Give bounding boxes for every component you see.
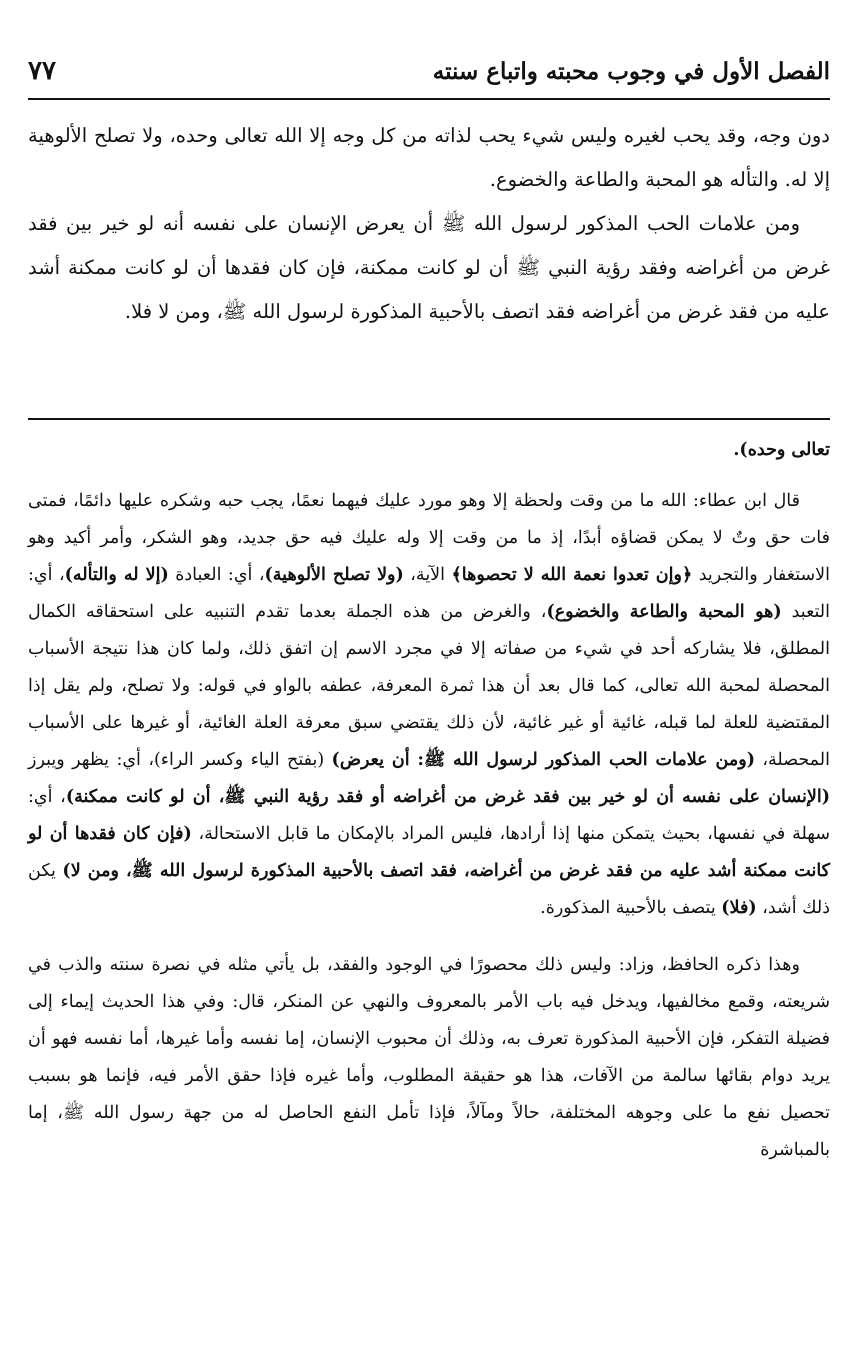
page-number: ٧٧ bbox=[28, 56, 56, 86]
main-text-paragraph-2-part-b: فإن كان فقدها أن لو كانت ممكنة أشد عليه من فقد غرض من أغراضه فقد اتصف بالأحبية المذكورة لرسول الله ﷺ، ومن لا فلا. bbox=[28, 256, 830, 323]
quoted-matn: (هو المحبة والطاعة والخضوع) bbox=[546, 602, 782, 622]
commentary-paragraph-2 bbox=[28, 483, 830, 927]
header-divider bbox=[28, 98, 830, 100]
quoted-matn: (فإن كان فقدها أن لو كانت ممكنة أشد عليه من فقد غرض من أغراضه، فقد اتصف بالأحبية المذكورة لرسول الله ﷺ، ومن لا) bbox=[28, 824, 831, 881]
quoted-matn: (ومن علامات الحب المذكور لرسول الله ﷺ: أن يعرض) bbox=[331, 750, 755, 770]
commentary-text-run: الآية، bbox=[403, 565, 452, 585]
main-text-paragraph-2 bbox=[28, 202, 830, 334]
commentary-text bbox=[28, 432, 830, 1169]
main-text-paragraph-1: دون وجه، وقد يحب لغيره وليس شيء يحب لذاته من كل وجه إلا الله تعالى وحده، ولا تصلح الألوهية إلا له. والتأله هو المحبة والطاعة والخضوع. bbox=[28, 124, 830, 191]
commentary-text-run: ، والغرض من هذه الجملة بعدما تقدم التنبيه على استحقاقه الكمال المطلق، فلا يشاركه أحد في شيء من صفاته إلا في مجرد الاسم إن اتفق ذلك، ولما كان هذا نتيجة الأسباب المحصلة لمحبة الله تعالى، كما قال بعد أن هذا ثمرة المعرفة، عطفه بالواو في قوله: ولا تصلح، ولم يقل إذا المقتضية للعلة لما قبله، غائية أو غير غائية، لأن ذلك يقتضي سبق معرفة العلة الغائية، أو غيرها على الأسباب المحصلة، bbox=[28, 602, 830, 770]
commentary-paragraph-3: وهذا ذكره الحافظ، وزاد: وليس ذلك محصورًا في الوجود والفقد، بل يأتي مثله في نصرة سنته والذب في شريعته، وقمع مخالفيها، ويدخل فيه باب الأمر بالمعروف والنهي عن المنكر، قال: وفي هذا الحديث إيماء إلى فضيلة التفكر، فإن الأحبية المذكورة تعرف به، وذلك أن محبوب الإنسان، إما نفسه وأما غيرها، أما نفسه فهو أن يريد دوام بقائها سالمة من الآفات، هذا هو حقيقة المطلوب، وأما غيره فإذا حقق الأمر فيه، فإنما هو بسبب تحصيل نفع ما على وجوهه المختلفة، حالاً ومآلاً، فإذا تأمل النفع الحاصل له من جهة رسول الله ﷺ، إما بالمباشرة bbox=[28, 955, 830, 1160]
quoted-matn: (فلا) bbox=[721, 898, 757, 918]
main-text bbox=[28, 114, 830, 334]
commentary-divider bbox=[28, 418, 830, 420]
commentary-paragraph-1: تعالى وحده). bbox=[733, 440, 830, 460]
page-header bbox=[28, 52, 830, 102]
commentary-text-run: يتصف بالأحبية المذكورة. bbox=[540, 898, 722, 918]
commentary-text-run: (بفتح الياء وكسر الراء)، أي: يظهر ويبرز bbox=[28, 750, 332, 770]
quran-verse: ﴿وإن تعدوا نعمة الله لا تحصوها﴾ bbox=[451, 565, 693, 585]
running-header-title: الفصل الأول في وجوب محبته واتباع سنته bbox=[432, 58, 830, 85]
quoted-matn: (إلا له والتأله) bbox=[64, 565, 169, 585]
quoted-matn: (الإنسان على نفسه أن لو خير بين فقد غرض من أغراضه أو فقد رؤية النبي ﷺ، أن لو كانت ممكنة) bbox=[65, 787, 830, 807]
commentary-text-run: قال ابن عطاء: الله ما من وقت ولحظة إلا وهو مورد عليك فيهما نعمًا، يجب حبه وشكره عليها دائمًا، فمتى فات حق وتٌ لا يمكن قضاؤه أبدًا، إذ ما من وقت إلا وله عليك فيه حق جديد، وهو الشكر، وأمر أكيد وهو الاستغفار والتجريد bbox=[28, 491, 830, 585]
commentary-text-run: ، أي: سهلة في نفسها، بحيث يتمكن منها إذا أرادها، فليس المراد بالإمكان ما قابل الاستحالة، bbox=[28, 787, 830, 844]
commentary-text-run: ، أي: العبادة bbox=[168, 565, 265, 585]
quoted-matn: (ولا تصلح الألوهية) bbox=[264, 565, 404, 585]
commentary-text-run: يكن ذلك أشد، bbox=[28, 861, 830, 918]
main-text-paragraph-2-part-a: ومن علامات الحب المذكور لرسول الله ﷺ أن يعرض الإنسان على نفسه أنه لو خير بين فقد غرض من أغراضه وفقد رؤية النبي ﷺ أن لو كانت ممكنة، bbox=[28, 212, 830, 279]
commentary-text-run: ، أي: التعبد bbox=[28, 565, 831, 622]
